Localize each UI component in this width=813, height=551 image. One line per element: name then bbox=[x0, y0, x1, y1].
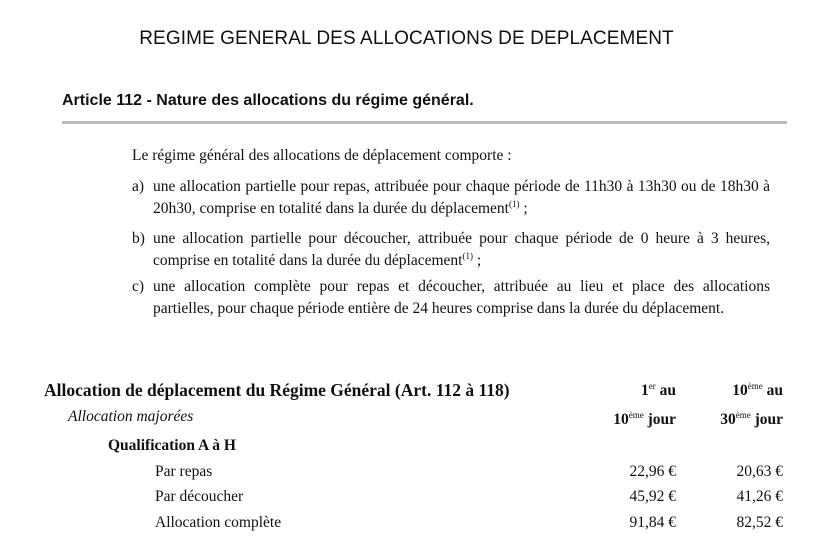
table-cell: 45,92 € bbox=[629, 488, 676, 505]
table-row-label: Allocation complète bbox=[155, 514, 282, 531]
list-letter: a) bbox=[132, 178, 145, 195]
heading-divider bbox=[62, 121, 787, 124]
table-title: Allocation de déplacement du Régime Général (Art. 112 à 118) bbox=[44, 380, 510, 400]
col2-header-top: 10ème au bbox=[732, 380, 783, 399]
list-item-a bbox=[132, 176, 770, 220]
table-row-label: Par découcher bbox=[155, 488, 244, 505]
list-letter: c) bbox=[132, 278, 145, 295]
footnote-ref: (1) bbox=[462, 250, 473, 261]
list-item-c bbox=[132, 276, 770, 320]
table-cell: 82,52 € bbox=[736, 514, 783, 531]
table-cell: 20,63 € bbox=[736, 463, 783, 480]
col2-header-bottom: 30ème jour bbox=[720, 409, 783, 428]
table-cell: 22,96 € bbox=[629, 463, 676, 480]
list-text: une allocation complète pour repas et découcher, attribuée au lieu et place des allocations partielles, pour chaque période entière de 24 heures comprise dans la durée du déplacement. bbox=[153, 278, 770, 317]
table-cell: 91,84 € bbox=[629, 514, 676, 531]
col1-header-top: 1er au bbox=[641, 380, 676, 399]
list-letter: b) bbox=[132, 230, 145, 247]
footnote-ref: (1) bbox=[508, 198, 520, 209]
col1-header-bottom: 10ème jour bbox=[613, 409, 676, 428]
table-row-label: Par repas bbox=[155, 463, 213, 480]
list-item-b bbox=[132, 228, 770, 272]
intro-text: Le régime général des allocations de déplacement comporte : bbox=[132, 147, 512, 164]
qualification-label: Qualification A à H bbox=[108, 437, 236, 454]
table-subtitle: Allocation majorées bbox=[68, 408, 194, 425]
list-text: une allocation partielle pour repas, attribuée pour chaque période de 11h30 à 13h30 ou de 18h30 à 20h30, comprise en totalité dans la durée du déplacement$^{(1)}$ ; bbox=[153, 178, 770, 217]
document-title: REGIME GENERAL DES ALLOCATIONS DE DEPLACEMENT bbox=[139, 28, 674, 49]
list-text: une allocation partielle pour découcher, attribuée pour chaque période de 0 heure à 3 heures, comprise en totalité dans la durée du déplacement$^{(1)}$ ; bbox=[153, 230, 770, 269]
table-cell: 41,26 € bbox=[736, 488, 783, 505]
article-heading: Article 112 - Nature des allocations du régime général. bbox=[62, 92, 474, 109]
